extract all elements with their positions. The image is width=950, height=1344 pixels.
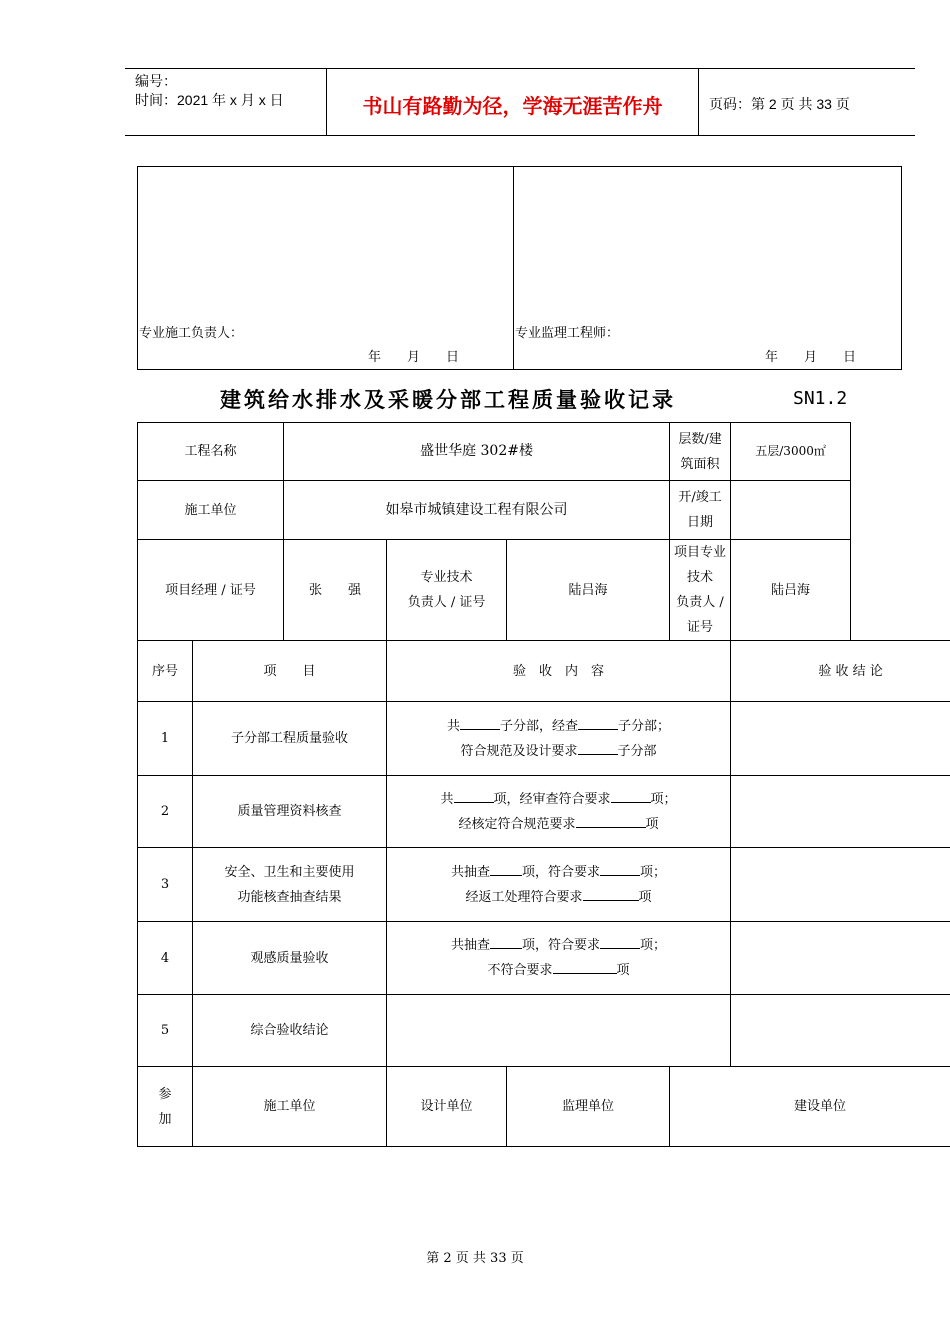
supervision-unit: 监理单位 — [507, 1067, 670, 1147]
contractor-label: 施工单位 — [138, 481, 284, 540]
supervision-engineer-label: 专业监理工程师： — [515, 326, 620, 341]
row-content: 共抽查 项，符合要求 项； 经返工处理符合要求 项 — [387, 848, 731, 922]
project-tech-lead-label-line1: 项目专业技术 — [674, 545, 727, 585]
row-conclusion — [731, 776, 950, 848]
table-row — [138, 922, 950, 995]
row-seq: 2 — [138, 776, 193, 848]
row-item: 综合验收结论 — [193, 995, 387, 1067]
project-name-value: 盛世华庭 302#楼 — [284, 423, 670, 481]
row-seq: 1 — [138, 702, 193, 776]
row-content: 共抽查 项，符合要求 项； 不符合要求 项 — [387, 922, 731, 995]
document-time-label: 时间：2021 年 x 月 x 日 — [135, 92, 284, 108]
column-header-seq: 序号 — [138, 641, 193, 702]
row-content: 共 子分部，经查 子分部； 符合规范及设计要求 子分部 — [387, 702, 731, 776]
row-seq: 4 — [138, 922, 193, 995]
column-header-row — [138, 641, 950, 702]
dates-value — [731, 481, 851, 540]
header-divider-right — [698, 68, 699, 136]
tech-lead-label-line2: 负责人 / 证号 — [407, 595, 486, 610]
contractor-info-row — [138, 481, 950, 540]
project-tech-lead-label — [670, 540, 731, 641]
acceptance-record-table — [137, 422, 950, 1147]
participants-label: 参 加 — [138, 1067, 193, 1147]
row-seq: 5 — [138, 995, 193, 1067]
signature-box-divider — [513, 167, 514, 369]
table-row — [138, 776, 950, 848]
row-item: 子分部工程质量验收 — [193, 702, 387, 776]
column-header-conclusion: 验 收 结 论 — [731, 641, 950, 702]
table-row — [138, 848, 950, 922]
supervision-sign-date: 年 月 日 — [765, 350, 857, 365]
manager-info-row — [138, 540, 950, 641]
form-code: SN1.2 — [793, 388, 848, 409]
contractor-value: 如皋市城镇建设工程有限公司 — [284, 481, 670, 540]
project-manager-label: 项目经理 / 证号 — [138, 540, 284, 641]
floors-label: 层数/建筑面积 — [670, 423, 731, 481]
project-manager-value: 张 强 — [284, 540, 387, 641]
column-header-content: 验 收 内 容 — [387, 641, 731, 702]
header-bottom-rule — [125, 135, 915, 136]
construction-unit: 施工单位 — [193, 1067, 387, 1147]
dates-label: 开/竣工日期 — [670, 481, 731, 540]
column-header-item: 项 目 — [193, 641, 387, 702]
signature-box — [137, 166, 902, 370]
project-tech-lead-label-line2: 负责人 / 证号 — [676, 595, 724, 635]
construction-sign-date: 年 月 日 — [368, 350, 460, 365]
project-tech-lead-value: 陆吕海 — [731, 540, 851, 641]
row-content — [387, 995, 731, 1067]
row-seq: 3 — [138, 848, 193, 922]
tech-lead-label-line1: 专业技术 — [420, 570, 473, 585]
owner-unit: 建设单位 — [670, 1067, 950, 1147]
row-content: 共 项，经审查符合要求 项； 经核定符合规范要求 项 — [387, 776, 731, 848]
project-info-row — [138, 423, 950, 481]
page-footer: 第 2 页 共 33 页 — [426, 1251, 524, 1266]
floors-value: 五层/3000㎡ — [731, 423, 851, 481]
tech-lead-label — [387, 540, 507, 641]
construction-manager-label: 专业施工负责人： — [139, 326, 244, 341]
document-number-label: 编号： — [135, 73, 177, 89]
row-item: 质量管理资料核查 — [193, 776, 387, 848]
tech-lead-value: 陆吕海 — [507, 540, 670, 641]
project-name-label: 工程名称 — [138, 423, 284, 481]
participants-row — [138, 1067, 950, 1147]
header-motto: 书山有路勤为径，学海无涯苦作舟 — [362, 94, 663, 118]
row-conclusion — [731, 995, 950, 1067]
design-unit: 设计单位 — [387, 1067, 507, 1147]
row-conclusion — [731, 848, 950, 922]
table-row — [138, 995, 950, 1067]
header-page-info: 页码：第 2 页 共 33 页 — [709, 96, 850, 112]
form-title: 建筑给水排水及采暖分部工程质量验收记录 — [220, 388, 676, 412]
row-item: 观感质量验收 — [193, 922, 387, 995]
header-top-rule — [125, 68, 915, 69]
row-item: 安全、卫生和主要使用 功能核查抽查结果 — [193, 848, 387, 922]
table-row — [138, 702, 950, 776]
row-conclusion — [731, 702, 950, 776]
row-conclusion — [731, 922, 950, 995]
